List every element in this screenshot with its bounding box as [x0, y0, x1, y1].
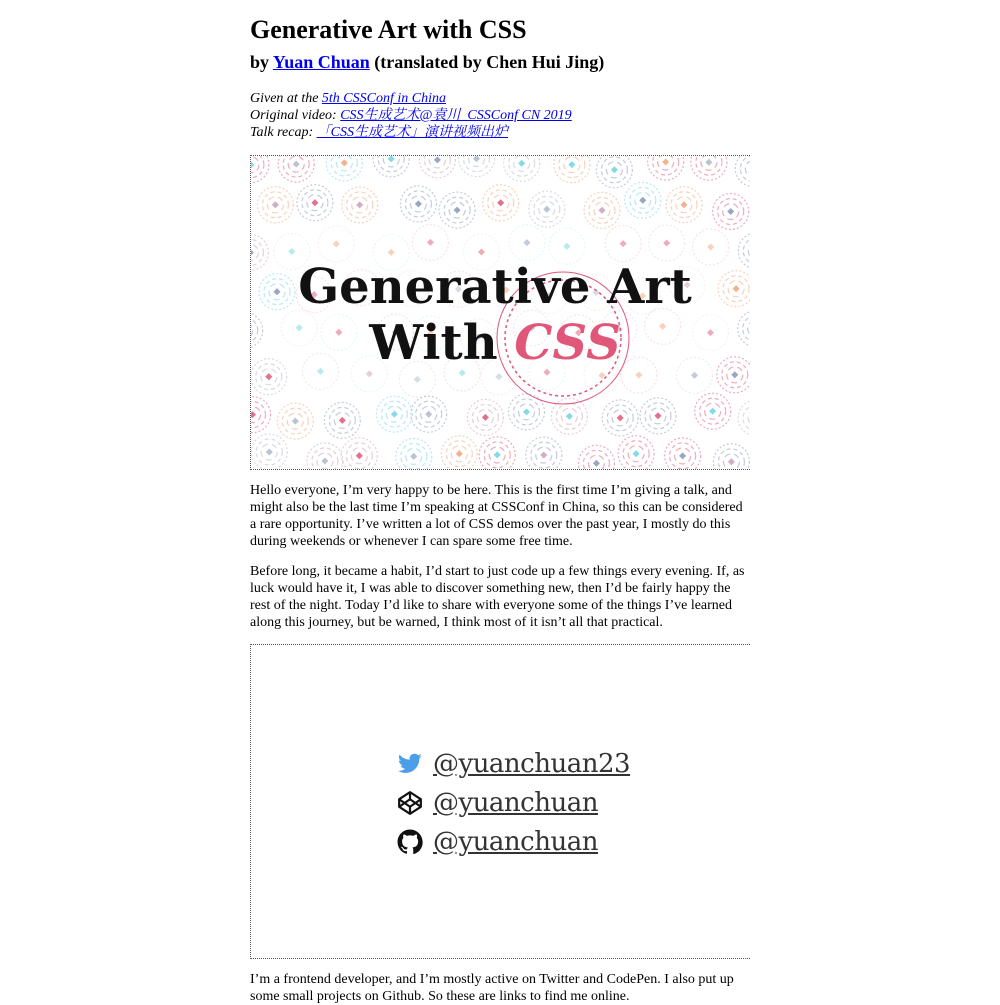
pattern-dot [663, 239, 670, 246]
pattern-dot [266, 448, 273, 455]
pattern-dot [478, 248, 485, 255]
pattern-dot [251, 411, 256, 418]
pattern-dot [311, 199, 318, 206]
pattern-dot [497, 199, 504, 206]
pattern-ring [748, 321, 750, 337]
pattern-dot [566, 413, 573, 420]
pattern-dot [563, 243, 570, 250]
pattern-dot [388, 156, 395, 162]
author-link[interactable]: Yuan Chuan [273, 52, 370, 72]
twitter-icon [397, 751, 423, 777]
talk-meta [250, 90, 572, 141]
cover-title-line1: Generative Art [298, 259, 692, 315]
pattern-dot [731, 371, 738, 378]
pattern-dot [728, 458, 735, 465]
pattern-dot [523, 239, 530, 246]
pattern-ring [748, 410, 750, 426]
pattern-dot [680, 201, 687, 208]
cover-title-line2 [368, 315, 621, 371]
codepen-link[interactable]: @yuanchuan [433, 788, 598, 818]
codepen-icon [397, 790, 423, 816]
pattern-dot [356, 201, 363, 208]
pattern-dot [251, 161, 254, 168]
pattern-dot [341, 159, 348, 166]
meta-conference [250, 90, 572, 107]
pattern-dot [427, 239, 434, 246]
pattern-dot [707, 329, 714, 336]
pattern-ring [251, 322, 253, 338]
pattern-dot [414, 376, 421, 383]
paragraph: Hello everyone, I’m very happy to be here. This is the first time I’m giving a talk, and might also be the last time I’m speaking at CSSConf in China, so this can be considered a rare opportunity. I’ve written a lot of CSS demos over the past year, I mostly do this during weekends or whenever I can spare some free time. [250, 482, 750, 550]
meta-label: Given at the [250, 91, 322, 106]
pattern-dot [635, 371, 642, 378]
cover-title-css: CSS [514, 315, 620, 371]
pattern-dot [391, 411, 398, 418]
social-links [397, 745, 630, 862]
social-item-twitter [397, 745, 630, 783]
meta-recap [250, 124, 572, 141]
video-link[interactable]: CSS生成艺术@袁川_CSSConf CN 2019 [340, 108, 571, 123]
pattern-ring [735, 156, 750, 187]
pattern-dot [709, 408, 716, 415]
pattern-dot [523, 408, 530, 415]
pattern-ring [745, 161, 750, 177]
pattern-dot [292, 418, 299, 425]
pattern-dot [366, 370, 373, 377]
pattern-dot [662, 158, 669, 165]
twitter-link[interactable]: @yuanchuan23 [433, 749, 630, 779]
pattern-dot [617, 414, 624, 421]
cover-slide-art [251, 156, 750, 470]
pattern-ring [743, 238, 750, 264]
pattern-dot [251, 249, 254, 256]
byline-prefix: by [250, 52, 273, 72]
meta-label: Original video: [250, 108, 340, 123]
pattern-dot [415, 200, 422, 207]
pattern-dot [473, 156, 480, 162]
meta-label: Talk recap: [250, 125, 317, 140]
pattern-dot [272, 201, 279, 208]
pattern-ring [743, 405, 750, 431]
pattern-dot [288, 248, 295, 255]
pattern-dot [339, 417, 346, 424]
cover-title-with: With [368, 315, 514, 371]
meta-video [250, 107, 572, 124]
pattern-ring [251, 317, 258, 343]
pattern-dot [265, 373, 272, 380]
pattern-dot [273, 288, 280, 295]
pattern-dot [705, 159, 712, 166]
pattern-dot [456, 450, 463, 457]
pattern-dot [727, 208, 734, 215]
pattern-dot [543, 206, 550, 213]
pattern-dot [296, 324, 303, 331]
pattern-dot [321, 457, 328, 464]
pattern-dot [679, 452, 686, 459]
pattern-dot [335, 329, 342, 336]
pattern-dot [317, 368, 324, 375]
github-link[interactable]: @yuanchuan [433, 827, 598, 857]
paragraph: Before long, it became a habit, I’d start to just code up a few things every evening. If, as luck would have it, I was able to discover something new, then I’d be fairly happy the rest of the night. Today I’d like to share with everyone some of the things I’ve learned along this journey, but be warned, I think most of it isn’t all that practical. [250, 563, 750, 631]
pattern-dot [434, 156, 441, 163]
pattern-dot [388, 249, 395, 256]
pattern-dot [598, 207, 605, 214]
social-item-github [397, 823, 630, 861]
pattern-dot [639, 197, 646, 204]
pattern-dot [654, 412, 661, 419]
pattern-ring [748, 243, 750, 259]
pattern-dot [494, 451, 501, 458]
pattern-dot [620, 240, 627, 247]
pattern-dot [495, 373, 502, 380]
paragraph: I’m a frontend developer, and I’m mostly active on Twitter and CodePen. I also put up some small projects on Github. So these are links to find me online. [250, 971, 750, 1005]
pattern-dot [568, 161, 575, 168]
pattern-dot [425, 411, 432, 418]
pattern-dot [410, 453, 417, 460]
social-item-codepen [397, 784, 630, 822]
pattern-dot [293, 161, 300, 168]
social-slide [250, 644, 750, 959]
pattern-dot [733, 285, 740, 292]
pattern-ring [743, 316, 750, 342]
pattern-dot [356, 452, 363, 459]
pattern-dot [707, 243, 714, 250]
pattern-dot [691, 372, 698, 379]
pattern-dot [659, 323, 666, 330]
byline-suffix: (translated by Chen Hui Jing) [370, 52, 605, 72]
conference-link[interactable]: 5th CSSConf in China [322, 91, 446, 106]
cover-slide [250, 155, 750, 470]
github-icon [397, 829, 423, 855]
byline [250, 50, 604, 74]
recap-link[interactable]: 「CSS生成艺术」演讲视频出炉 [317, 125, 508, 140]
pattern-dot [611, 166, 618, 173]
pattern-dot [454, 207, 461, 214]
pattern-ring [251, 156, 269, 183]
pattern-dot [540, 452, 547, 459]
page-title: Generative Art with CSS [250, 13, 527, 47]
pattern-dot [593, 460, 600, 467]
pattern-dot [633, 450, 640, 457]
pattern-dot [518, 160, 525, 167]
pattern-dot [333, 240, 340, 247]
pattern-dot [482, 414, 489, 421]
